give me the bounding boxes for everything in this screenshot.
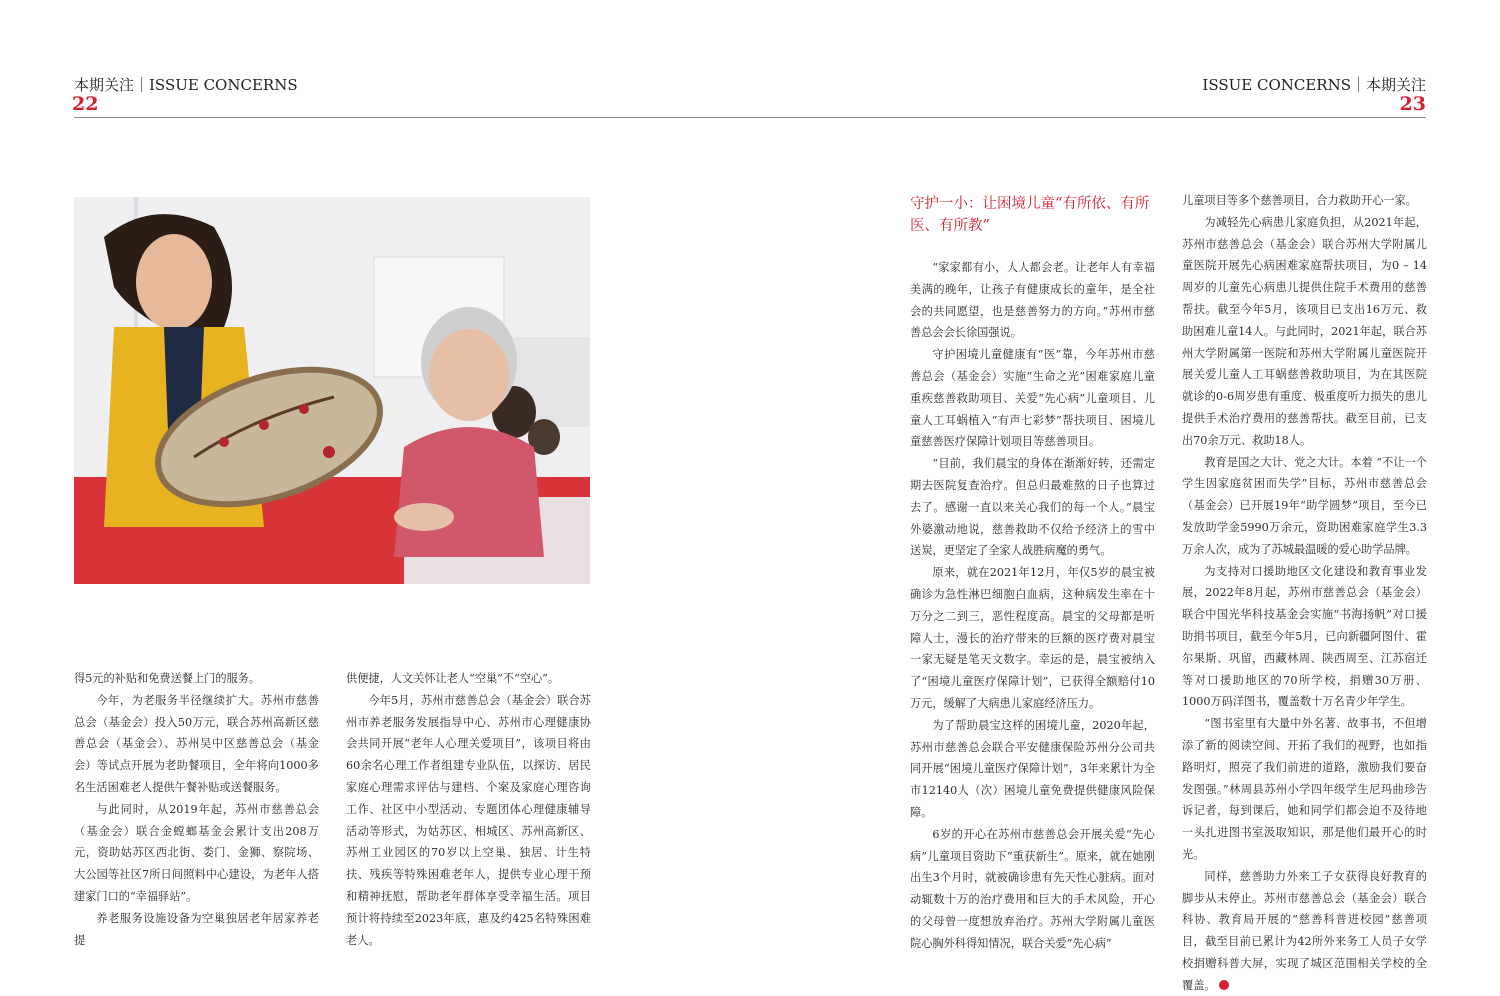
paragraph: 儿童项目等多个慈善项目，合力救助开心一家。: [1182, 194, 1417, 207]
page-number-left: 22: [72, 93, 99, 115]
paragraph: 教育是国之大计、党之大计。本着 “不让一个学生因家庭贫困而失学”目标，苏州市慈善总会（基金会）已开展19年“助学圆梦”项目，至今已发放助学金5990万余元，资助困难家庭学生3.3万余人次，成为了苏城最温暖的爱心助学品牌。: [1182, 455, 1427, 556]
paragraph: 6岁的开心在苏州市慈善总会开展关爱“先心病”儿童项目资助下“重获新生”。原来，就在她刚出生3个月时，就被确诊患有先天性心脏病。面对动辄数十万的治疗费用和巨大的手术风险，开心的父母曾一度想放弃治疗。苏州大学附属儿童医院心胸外科得知情况，联合关爱“先心病”: [910, 827, 1155, 950]
paragraph: “目前，我们晨宝的身体在渐渐好转，还需定期去医院复查治疗。但总归最难熬的日子也算过去了。感谢一直以来关心我们的每一个人。”晨宝外婆激动地说，慈善救助不仅给予经济上的雪中送炭，更坚定了全家人战胜病魔的勇气。: [910, 457, 1155, 558]
column-4: [1182, 190, 1427, 996]
paragraph: 供便捷，人文关怀让老人“空巢”不“空心”。: [346, 672, 560, 685]
article-photo: [74, 197, 590, 584]
paragraph: 守护困境儿童健康有“医”靠，今年苏州市慈善总会（基金会）实施“生命之光”困难家庭儿童重疾慈善救助项目、关爱“先心病”儿童项目、儿童人工耳蜗植入“有声七彩梦”帮扶项目、困境儿童慈善医疗保障计划项目等慈善项目。: [910, 348, 1155, 449]
page-number-right: 23: [1399, 93, 1426, 115]
paragraph-last: [1182, 866, 1427, 996]
paragraph: 与此同时，从2019年起，苏州市慈善总会（基金会）联合金螳螂基金会累计支出208万元，资助姑苏区西北街、娄门、金狮、察院场、大公园等社区7所日间照料中心建设，为老年人搭建家门口的“幸福驿站”。: [74, 802, 319, 903]
paragraph: 为减轻先心病患儿家庭负担，从2021年起，苏州市慈善总会（基金会）联合苏州大学附属儿童医院开展先心病困难家庭帮扶项目，为0 – 14周岁的儿童先心病患儿提供住院手术费用的慈善帮扶。截至今年5月，该项目已支出16万元、救助困难儿童14人。与此同时，2021年起，联合苏州大学附属第一医院和苏州大学附属儿童医院开展关爱儿童人工耳蜗慈善救助项目，为在其医院就诊的0-6周岁患有重度、极重度听力损失的患儿提供手术治疗费用的慈善帮扶。截至目前，已支出70余万元、救助18人。: [1182, 215, 1427, 447]
paragraph: 为了帮助晨宝这样的困境儿童，2020年起，苏州市慈善总会联合平安健康保险苏州分公司共同开展“困境儿童医疗保障计划”，3年来累计为全市12140人（次）困境儿童免费提供健康风险保障。: [910, 718, 1155, 819]
header-left-label: 本期关注｜ISSUE CONCERNS: [74, 76, 298, 94]
paragraph: 今年5月，苏州市慈善总会（基金会）联合苏州市养老服务发展指导中心、苏州市心理健康协会共同开展“老年人心理关爱项目”，该项目将由60余名心理工作者组建专业队伍，以探访、居民家庭心理需求评估与建档、个案及家庭心理咨询工作、社区中小型活动、专题团体心理健康辅导活动等形式，为姑苏区、相城区、苏州高新区、苏州工业园区的70岁以上空巢、独居、计生特扶、残疾等特殊困难老年人，提供专业心理干预和精神抚慰，帮助老年群体享受幸福生活。项目预计将持续至2023年底，惠及约425名特殊困难老人。: [346, 693, 591, 947]
column-1: [74, 668, 319, 951]
last-paragraph-text: 同样，慈善助力外来工子女获得良好教育的脚步从未停止。苏州市慈善总会（基金会）联合科协、教育局开展的“慈善科普进校园”慈善项目，截至目前已累计为42所外来务工人员子女学校捐赠科普大屏，实现了城区范围相关学校的全覆盖。: [1182, 869, 1427, 992]
header-right-label: ISSUE CONCERNS｜本期关注: [1202, 76, 1426, 94]
paragraph: 今年，为老服务半径继续扩大。苏州市慈善总会（基金会）投入50万元，联合苏州高新区慈善总会（基金会）、苏州吴中区慈善总会（基金会）等试点开展为老助餐项目，全年将向1000多名生活困难老人提供午餐补贴或送餐服务。: [74, 693, 319, 794]
paragraph: 原来，就在2021年12月，年仅5岁的晨宝被确诊为急性淋巴细胞白血病，这种病发生率在十万分之二到三，恶性程度高。晨宝的父母都是听障人士，漫长的治疗带来的巨额的医疗费对晨宝一家无疑是笔天文数字。幸运的是，晨宝被纳入了“困境儿童医疗保障计划”，已获得全额赔付10万元，缓解了大病患儿家庭经济压力。: [910, 566, 1155, 710]
paragraph: 得5元的补贴和免费送餐上门的服务。: [74, 672, 261, 685]
photo-illustration: [74, 197, 590, 584]
header-rule: [74, 117, 1426, 118]
paragraph: “图书室里有大量中外名著、故事书，不但增添了新的阅读空间、开拓了我们的视野，也如指路明灯，照亮了我们前进的道路，激励我们要奋发图强。”林周县苏州小学四年级学生尼玛曲珍告诉记者，每到课后，她和同学们都会迫不及待地一头扎进图书室汲取知识，那是他们最开心的时光。: [1182, 717, 1427, 861]
column-3: [910, 257, 1155, 955]
section-title: 守护一小：让困境儿童“有所依、有所医、有所教”: [910, 196, 1150, 234]
end-mark-icon: [1219, 980, 1229, 990]
column-2: [346, 668, 591, 951]
paragraph: “家家都有小，人人都会老。让老年人有幸福美满的晚年，让孩子有健康成长的童年，是全社会的共同愿望，也是慈善努力的方向。”苏州市慈善总会会长徐国强说。: [910, 261, 1155, 340]
paragraph: 养老服务设施设备为空巢独居老年居家养老提: [74, 911, 319, 947]
paragraph: 为支持对口援助地区文化建设和教育事业发展，2022年8月起，苏州市慈善总会（基金会）联合中国光华科技基金会实施“书海扬帆”对口援助捐书项目，截至今年5月，已向新疆阿图什、霍尔果斯、巩留，西藏林周、陕西周至、江苏宿迁等对口援助地区的70所学校，捐赠30万册、1000万码洋图书，覆盖数十万名青少年学生。: [1182, 564, 1427, 709]
